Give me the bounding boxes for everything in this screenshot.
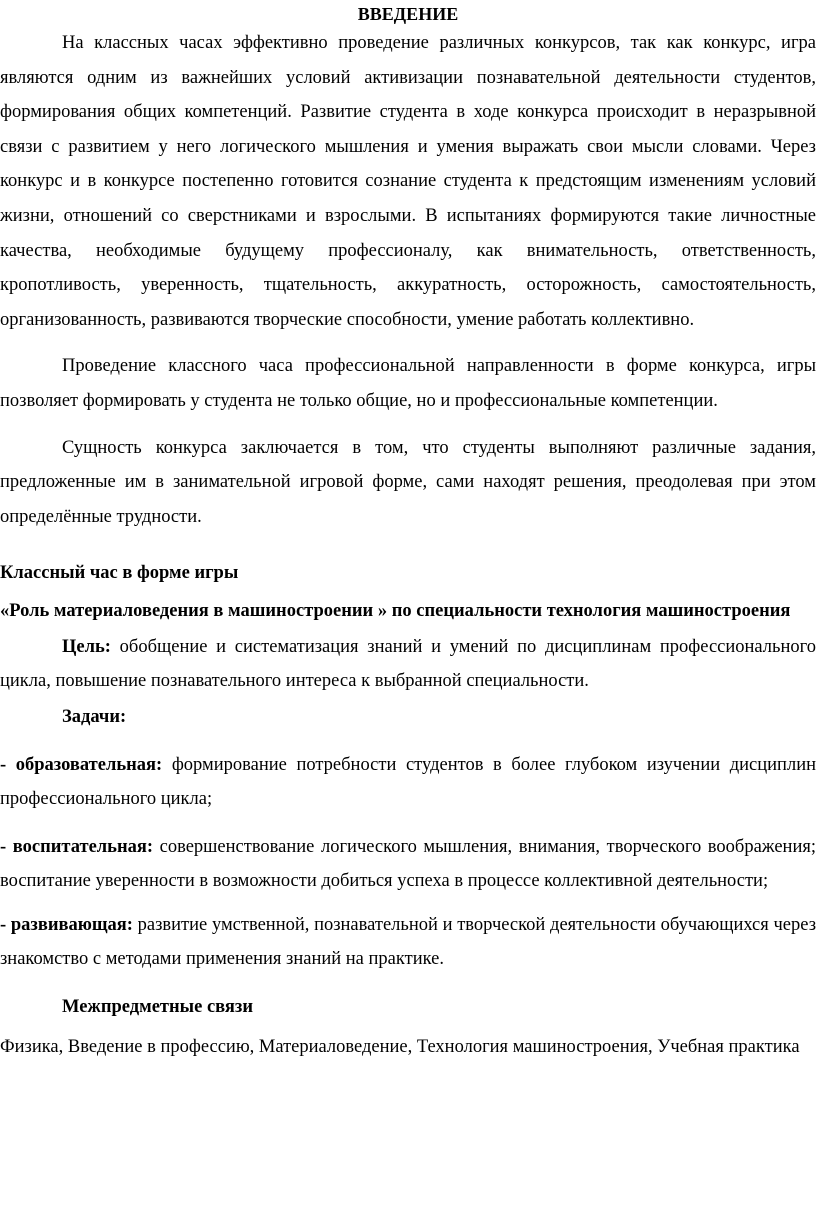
- event-heading: Классный час в форме игры: [0, 563, 239, 584]
- goal-text: обобщение и систематизация знаний и умений по дисциплинам профессионального цикла, повышение познавательного интереса к выбранной специальности.: [0, 637, 816, 692]
- task-label: - воспитательная:: [0, 837, 154, 858]
- interdisciplinary-heading: Межпредметные связи: [62, 997, 254, 1018]
- task-text: развитие умственной, познавательной и творческой деятельности обучающихся через знакомство с методами применения знаний на практике.: [0, 915, 816, 970]
- task-educational: [0, 748, 816, 816]
- goal-label: Цель:: [62, 637, 111, 658]
- document-title: ВВЕДЕНИЕ: [357, 4, 459, 24]
- task-text: совершенствование логического мышления, внимания, творческого воображения; воспитание уверенности в возможности добиться успеха в процессе коллективной деятельности;: [0, 837, 816, 892]
- goal-paragraph: [0, 630, 816, 698]
- intro-paragraph-2: Проведение классного часа профессиональной направленности в форме конкурса, игры позволяет формировать у студента не только общие, но и профессиональные компетенции.: [0, 356, 816, 411]
- interdisciplinary-text: Физика, Введение в профессию, Материаловедение, Технология машиностроения, Учебная практика: [0, 1037, 800, 1058]
- event-subheading: «Роль материаловедения в машиностроении » по специальности технология машиностроения: [0, 601, 791, 622]
- task-text: формирование потребности студентов в более глубоком изучении дисциплин профессионального цикла;: [0, 755, 816, 810]
- task-label: - развивающая:: [0, 915, 133, 936]
- task-label: - образовательная:: [0, 755, 163, 776]
- task-upbringing: [0, 830, 816, 898]
- tasks-heading: Задачи:: [62, 707, 127, 728]
- intro-paragraph-1: На классных часах эффективно проведение различных конкурсов, так как конкурс, игра являются одним из важнейших условий активизации познавательной деятельности студентов, формирования общих компетенций. Развитие студента в ходе конкурса происходит в неразрывной связи с развитием у него логического мышления и умения выражать свои мысли словами. Через конкурс и в конкурсе постепенно готовится сознание студента к предстоящим изменениям условий жизни, отношений со сверстниками и взрослыми. В испытаниях формируются такие личностные качества, необходимые будущему профессионалу, как внимательность, ответственность, кропотливость, уверенность, тщательность, аккуратность, осторожность, самостоятельность, организованность, развиваются творческие способности, умение работать коллективно.: [0, 33, 816, 330]
- task-developmental: [0, 908, 816, 976]
- intro-paragraph-3: Сущность конкурса заключается в том, что студенты выполняют различные задания, предложенные им в занимательной игровой форме, сами находят решения, преодолевая при этом определённые трудности.: [0, 437, 816, 527]
